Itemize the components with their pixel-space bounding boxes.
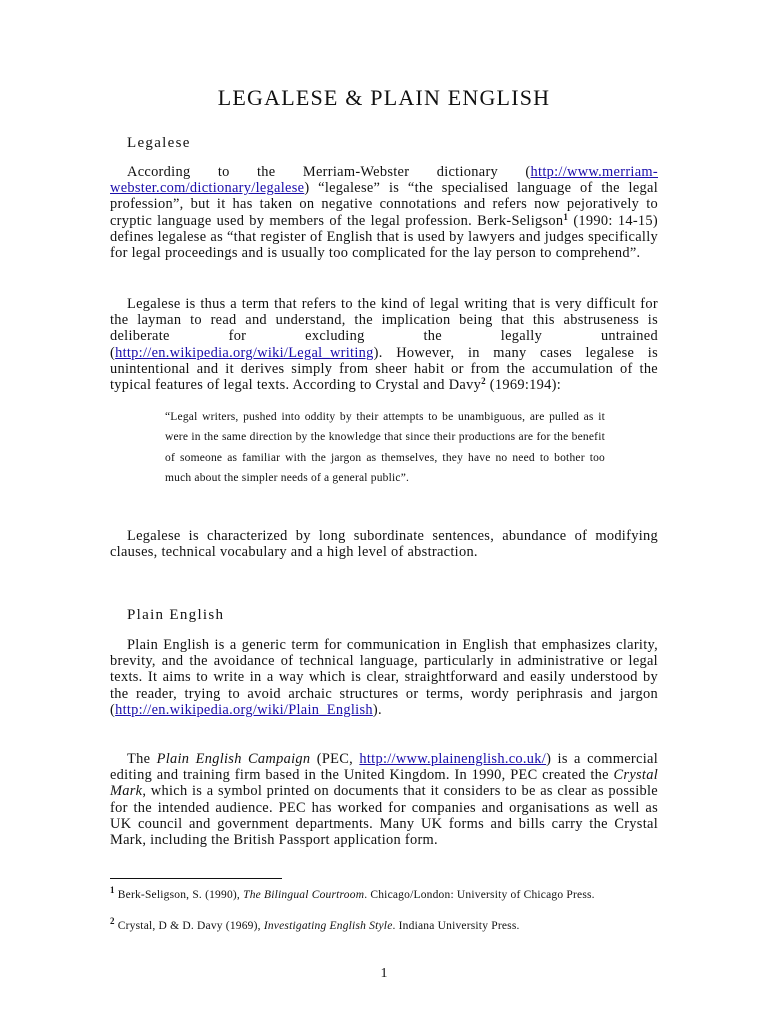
- footnote-2: $^2$ Crystal, D & D. Davy (1969), Investigating English Style. Indiana University Press.: [110, 916, 520, 932]
- block-quote-crystal-davy: “Legal writers, pushed into oddity by their attempts to be unambiguous, are pulled as it were in the same direction by the knowledge that since their productions are for the benefit of someone as familiar with the jargon as themselves, they have no need to bother too much about the simpler needs of a general public”.: [165, 411, 605, 485]
- merriam-webster-link[interactable]: http://www.merriam-webster.com/dictionary/legalese: [110, 164, 658, 197]
- footnote-ref-2[interactable]: 2: [481, 376, 486, 387]
- plain-english-campaign-link[interactable]: http://www.plainenglish.co.uk/: [359, 751, 547, 767]
- paragraph-legalese-implication: Legalese is thus a term that refers to the kind of legal writing that is very difficult for the layman to read and understand, the implication being that this abstruseness is deliberate for excluding the legally untrained (http://en.wikipedia.org/wiki/Legal_writing). However, in many cases legalese is unintentional and it derives simply from sheer habit or from the accumulation of the typical features of legal texts. According to Crystal and Davy$^2$ (1969:194):: [110, 296, 658, 394]
- paragraph-legalese-characteristics: Legalese is characterized by long subordinate sentences, abundance of modifying clauses, technical vocabulary and a high level of abstraction.: [110, 528, 658, 561]
- footnote-1: $^1$ Berk-Seligson, S. (1990), The Bilingual Courtroom. Chicago/London: University of Chicago Press.: [110, 885, 595, 901]
- wikipedia-legal-writing-link[interactable]: http://en.wikipedia.org/wiki/Legal_writing: [115, 344, 374, 361]
- footnote-divider: [110, 878, 282, 879]
- section-heading-plain-english: Plain English: [127, 607, 225, 623]
- paragraph-legalese-definition: According to the Merriam-Webster dictionary (http://www.merriam-webster.com/dictionary/legalese) “legalese” is “the specialised language of the legal profession”, but it has taken on negative connotations and refers now pejoratively to cryptic language used by members of the legal profession. Berk-Seligson$^1$ (1990: 14-15) defines legalese as “that register of English that is used by lawyers and judges specifically for legal proceedings and is usually too complicated for the lay person to comprehend”.: [110, 164, 658, 262]
- paragraph-plain-english-definition: Plain English is a generic term for communication in English that emphasizes clarity, brevity, and the avoidance of technical language, particularly in administrative or legal texts. It aims to write in a way which is clear, straightforward and easily understood by the reader, trying to avoid archaic structures or terms, wordy periphrasis and jargon (http://en.wikipedia.org/wiki/Plain_English).: [110, 637, 658, 718]
- wikipedia-plain-english-link[interactable]: http://en.wikipedia.org/wiki/Plain_English: [115, 701, 373, 718]
- paragraph-plain-english-campaign: The Plain English Campaign (PEC, http://www.plainenglish.co.uk/) is a commercial editing and training firm based in the United Kingdom. In 1990, PEC created the Crystal Mark, which is a symbol printed on documents that it considers to be as clear as possible for the intended audience. PEC has worked for companies and organisations as well as UK council and government departments. Many UK forms and bills carry the Crystal Mark, including the British Passport application form.: [110, 751, 658, 849]
- page-number: 1: [380, 966, 388, 981]
- footnote-ref-1[interactable]: 1: [563, 211, 569, 222]
- page-title: LEGALESE & PLAIN ENGLISH: [217, 85, 551, 110]
- section-heading-legalese: Legalese: [127, 135, 191, 151]
